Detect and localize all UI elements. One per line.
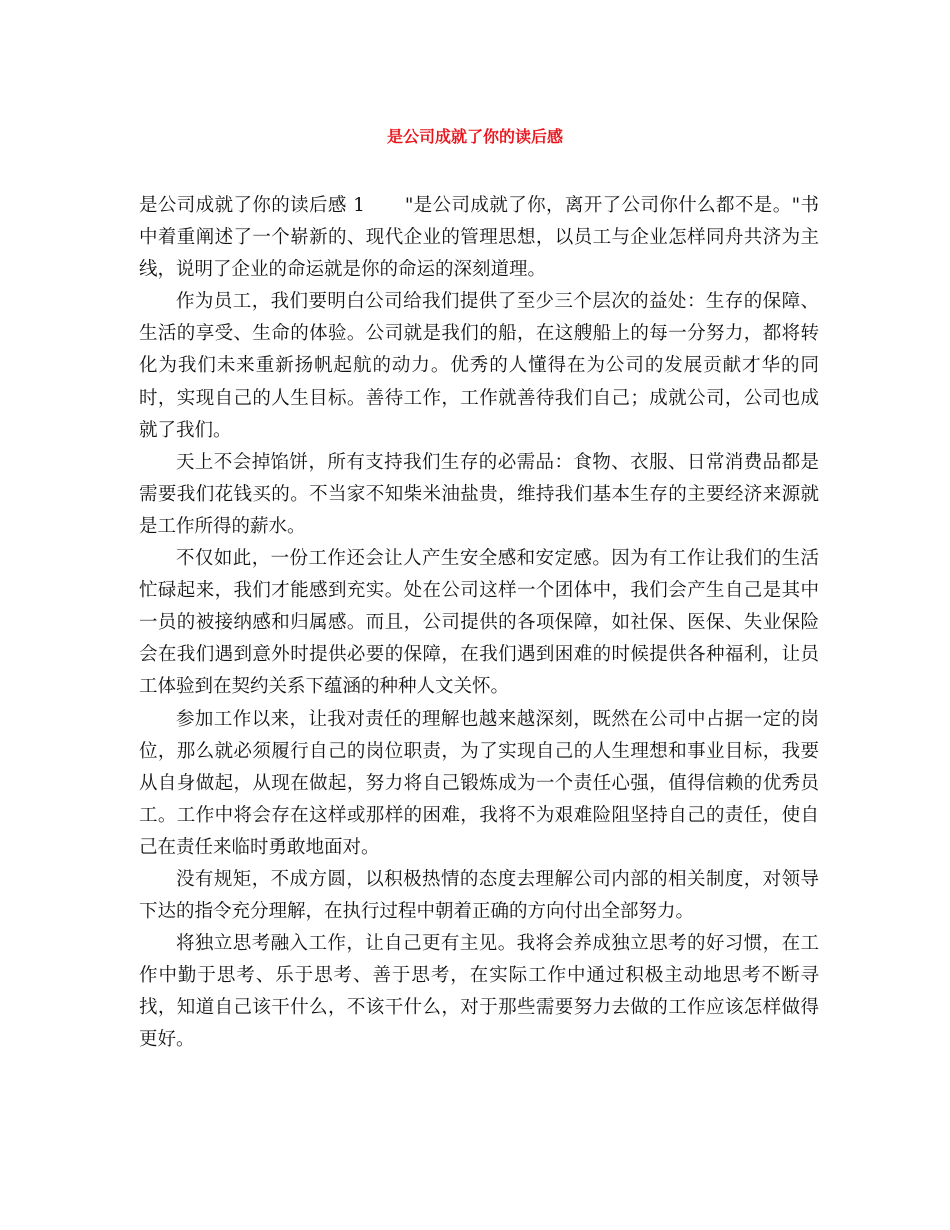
- body-paragraph: 将独立思考融入工作，让自己更有主见。我将会养成独立思考的好习惯，在工作中勤于思考、乐于思考、善于思考，在实际工作中通过积极主动地思考不断寻找，知道自己该干什么，不该干什么，对于那些需要努力去做的工作应该怎样做得更好。: [139, 933, 819, 1051]
- body-paragraph: 参加工作以来，让我对责任的理解也越来越深刻，既然在公司中占据一定的岗位，那么就必须履行自己的岗位职责，为了实现自己的人生理想和事业目标，我要从自身做起，从现在做起，努力将自己锻炼成为一个责任心强，值得信赖的优秀员工。工作中将会存在这样或那样的困难，我将不为艰难险阻坚持自己的责任，使自己在责任来临时勇敢地面对。: [139, 708, 819, 858]
- document-body: [139, 190, 819, 1057]
- intro-text: "是公司成就了你，离开了公司你什么都不是。"书中着重阐述了一个崭新的、现代企业的管理思想，以员工与企业怎样同舟共济为主线，说明了企业的命运就是你的命运的深刻道理。: [139, 195, 819, 281]
- body-paragraph: 天上不会掉馅饼，所有支持我们生存的必需品：食物、衣服、日常消费品都是需要我们花钱买的。不当家不知柴米油盐贵，维持我们基本生存的主要经济来源就是工作所得的薪水。: [139, 451, 819, 537]
- body-paragraph: 作为员工，我们要明白公司给我们提供了至少三个层次的益处：生存的保障、生活的享受、生命的体验。公司就是我们的船，在这艘船上的每一分努力，都将转化为我们未来重新扬帆起航的动力。优秀的人懂得在为公司的发展贡献才华的同时，实现自己的人生目标。善待工作，工作就善待我们自己；成就公司，公司也成就了我们。: [139, 291, 819, 441]
- intro-paragraph: [139, 190, 819, 286]
- intro-heading: 是公司成就了你的读后感 1: [139, 195, 365, 216]
- document-title: 是公司成就了你的读后感: [386, 127, 563, 146]
- body-paragraph: 没有规矩，不成方圆，以积极热情的态度去理解公司内部的相关制度，对领导下达的指令充分理解，在执行过程中朝着正确的方向付出全部努力。: [139, 868, 819, 923]
- body-paragraph: 不仅如此，一份工作还会让人产生安全感和安定感。因为有工作让我们的生活忙碌起来，我们才能感到充实。处在公司这样一个团体中，我们会产生自己是其中一员的被接纳感和归属感。而且，公司提供的各项保障，如社保、医保、失业保险会在我们遇到意外时提供必要的保障，在我们遇到困难的时候提供各种福利，让员工体验到在契约关系下蕴涵的种种人文关怀。: [139, 548, 819, 698]
